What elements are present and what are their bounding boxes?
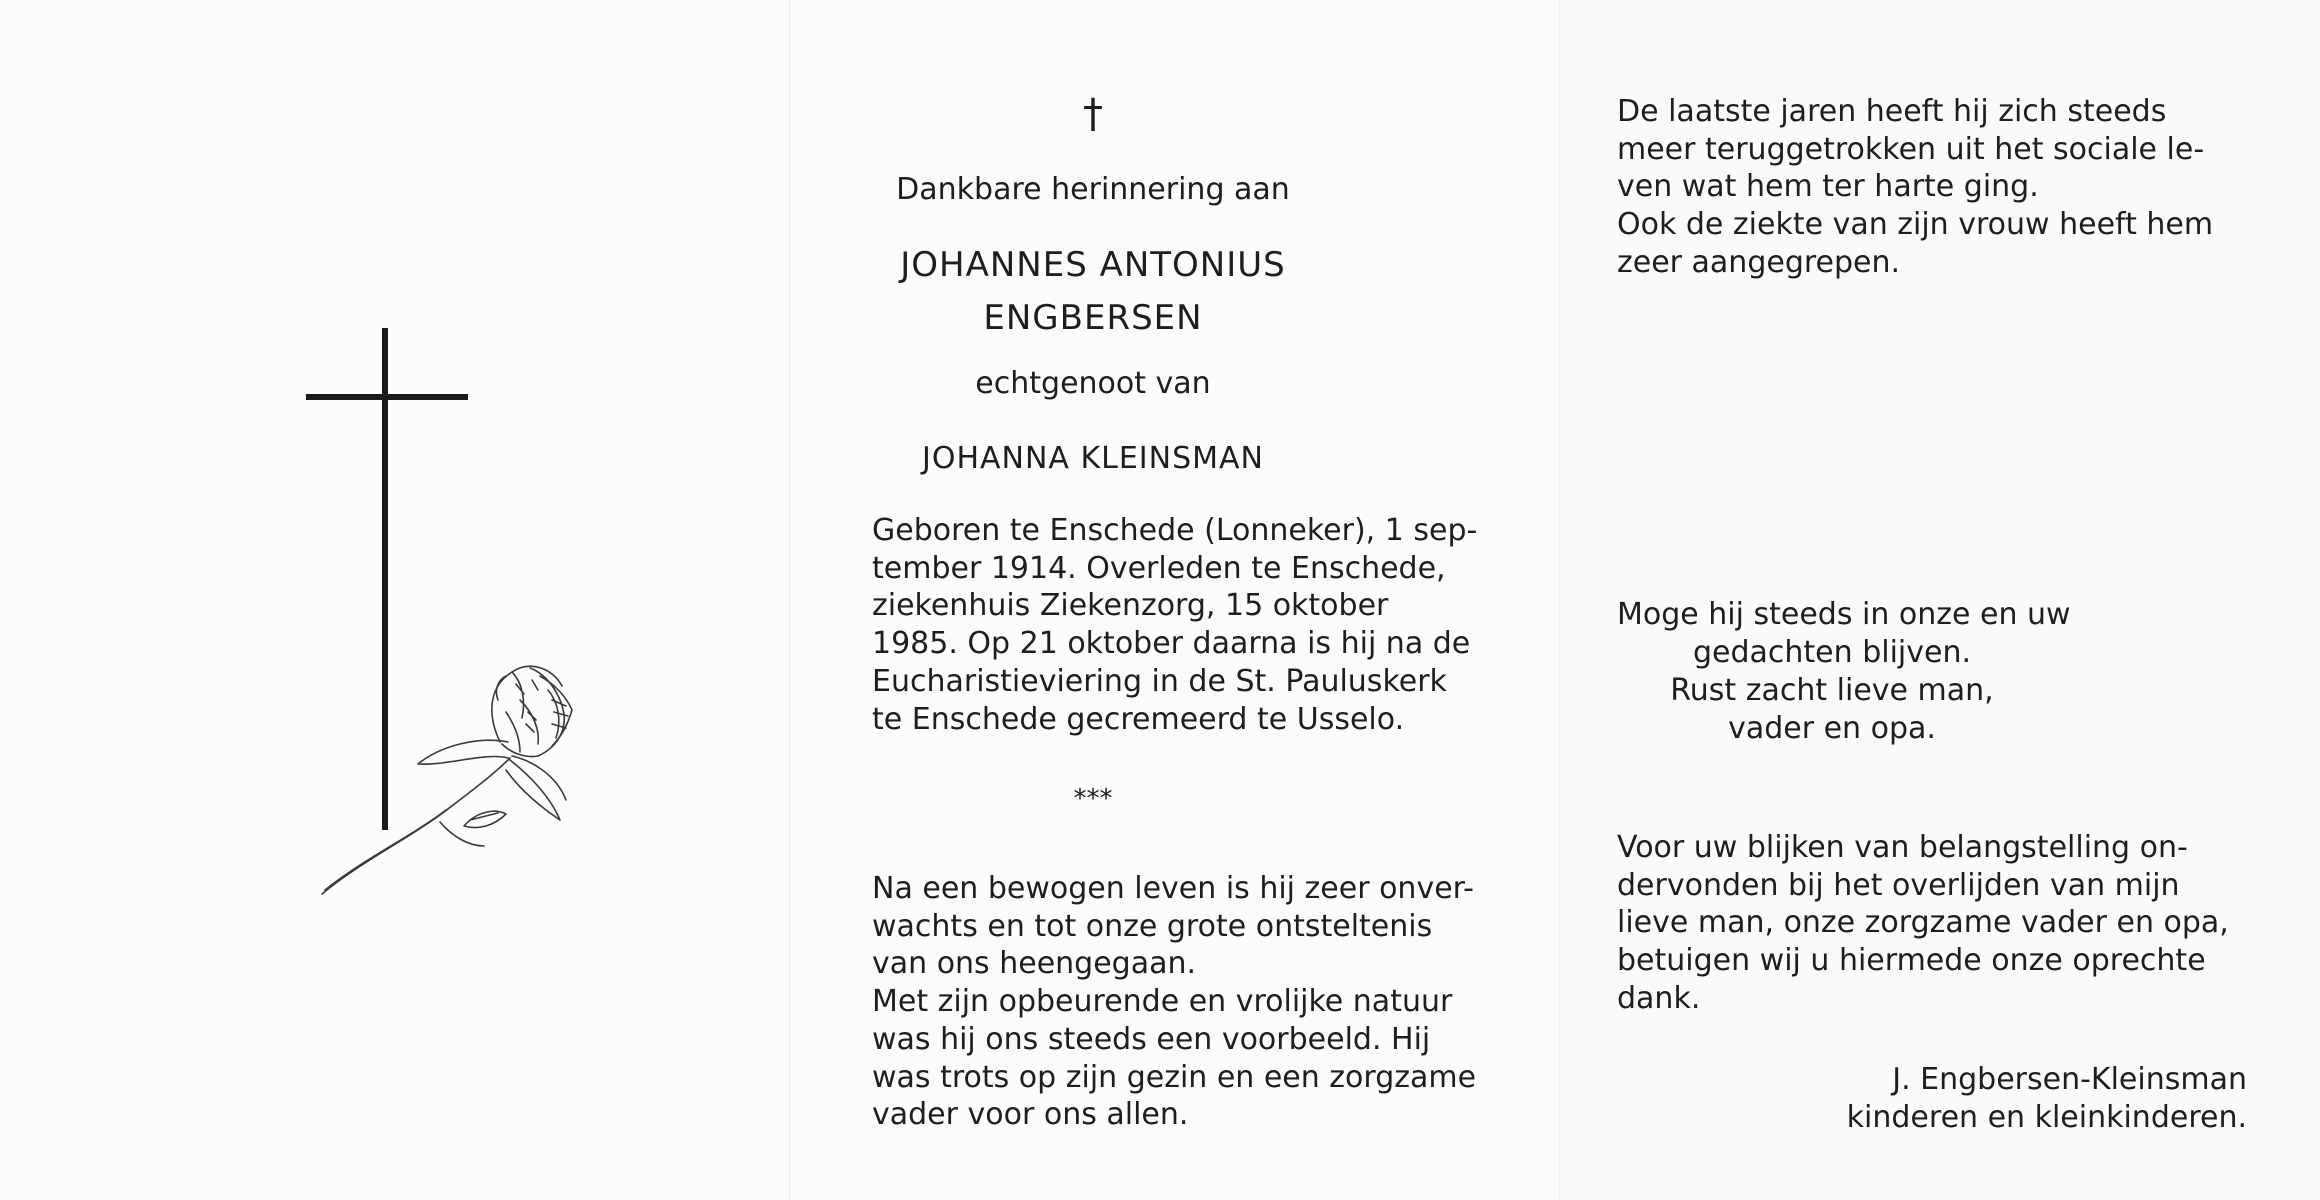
deceased-name-line1: JOHANNES ANTONIUS (900, 245, 1286, 285)
tribute-line: wachts en tot onze grote ontsteltenis (872, 908, 1433, 944)
cover-illustration (0, 0, 790, 1200)
dagger-symbol: † (1083, 91, 1103, 137)
latin-cross-icon (306, 328, 468, 830)
spouse-name: JOHANNA KLEINSMAN (921, 441, 1264, 476)
cover-panel (0, 0, 790, 1200)
tribute-line: was hij ons steeds een voorbeeld. Hij (872, 1021, 1431, 1057)
bio-line: Eucharistieviering in de St. Pauluskerk (872, 663, 1447, 699)
signature-line2: kinderen en kleinkinderen. (1846, 1100, 2247, 1135)
bio-line: te Enschede gecremeerd te Usselo. (872, 701, 1405, 737)
verse-line: Rust zacht lieve man, (1670, 673, 1994, 708)
bio-line: 1985. Op 21 oktober daarna is hij na de (872, 626, 1471, 662)
tribute-line: Met zijn opbeurende en vrolijke natuur (872, 984, 1453, 1020)
thanks-line: betuigen wij u hiermede onze oprechte (1617, 943, 2206, 979)
verse-line: vader en opa. (1728, 711, 1936, 746)
deceased-name-line2: ENGBERSEN (983, 298, 1203, 338)
tribute-line: van ons heengegaan. (872, 946, 1197, 982)
tribute-paragraph (872, 870, 1477, 1134)
thanks-paragraph (1617, 829, 2229, 1018)
signature-line1: J. Engbersen-Kleinsman (1892, 1062, 2247, 1097)
memory-line: meer teruggetrokken uit het sociale le- (1617, 131, 2205, 167)
memory-paragraph (1617, 93, 2214, 282)
spouse-label: echtgenoot van (975, 366, 1211, 401)
tribute-line: Na een bewogen leven is hij zeer onver- (872, 871, 1474, 906)
separator-asterisks: *** (1073, 784, 1113, 814)
verse-line: gedachten blijven. (1692, 635, 1971, 670)
bio-line: tember 1914. Overleden te Enschede, (872, 550, 1446, 586)
middle-panel (790, 0, 1560, 1200)
bio-line: Geboren te Enschede (Lonneker), 1 sep- (872, 513, 1478, 548)
memory-line: ven wat hem ter harte ging. (1617, 169, 2039, 205)
thanks-line: dank. (1617, 980, 1701, 1016)
rose-drawing-icon (322, 666, 572, 894)
right-panel (1560, 0, 2320, 1200)
bio-line: ziekenhuis Ziekenzorg, 15 oktober (872, 588, 1389, 624)
tribute-line: was trots op zijn gezin en een zorgzame (872, 1059, 1477, 1095)
thanks-line: Voor uw blijken van belangstelling on- (1617, 830, 2188, 865)
memory-line: zeer aangegrepen. (1617, 244, 1901, 280)
verse-line: Moge hij steeds in onze en uw (1617, 597, 2071, 632)
intro-text: Dankbare herinnering aan (896, 172, 1290, 207)
thanks-line: dervonden bij het overlijden van mijn (1617, 867, 2180, 903)
memory-line: De laatste jaren heeft hij zich steeds (1617, 94, 2167, 129)
biography-paragraph (872, 512, 1478, 738)
thanks-line: lieve man, onze zorgzame vader en opa, (1617, 905, 2229, 941)
memory-line: Ook de ziekte van zijn vrouw heeft hem (1617, 207, 2214, 243)
tribute-line: vader voor ons allen. (872, 1097, 1189, 1133)
